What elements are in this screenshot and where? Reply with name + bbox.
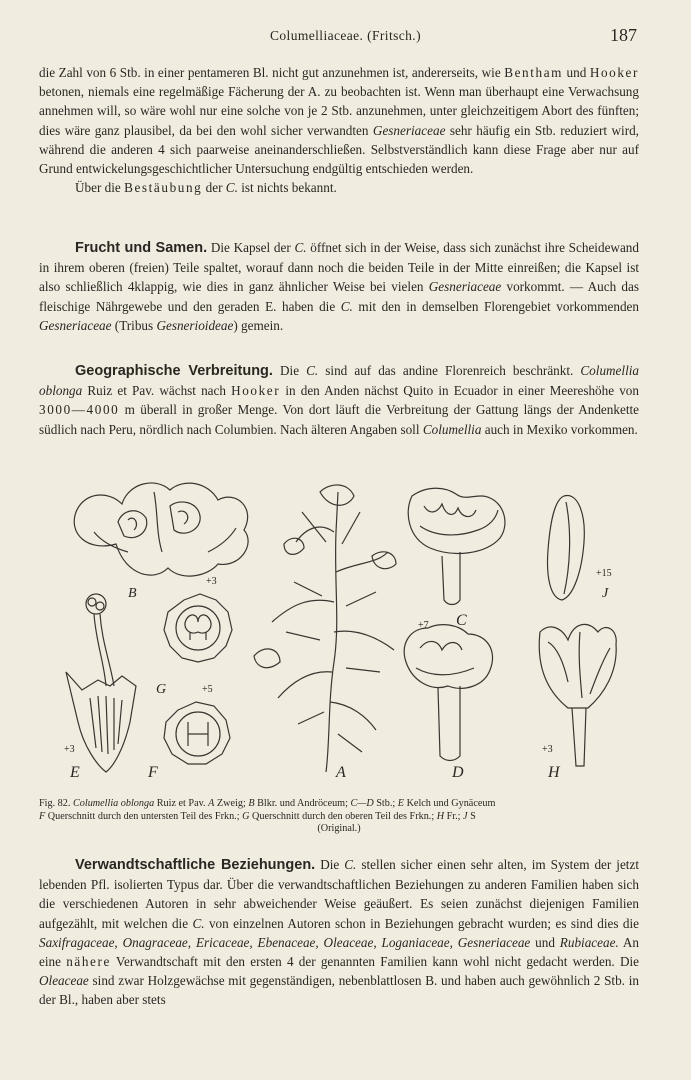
author-name: Bentham [504, 65, 564, 80]
caption-text: Fr.; [444, 810, 464, 822]
figure-number: Fig. 82. [39, 798, 71, 809]
geo-paragraph [39, 361, 639, 439]
caption-text: Ruiz et Pav. [154, 798, 209, 809]
taxon-abbrev: C. [192, 915, 205, 931]
fruit-paragraph [39, 238, 639, 335]
caption-line [39, 823, 639, 836]
caption-key: A [208, 798, 215, 809]
figure-part-j [548, 496, 585, 600]
caption-line [39, 798, 639, 811]
text-run: ist nichts bekannt. [237, 180, 337, 196]
text-run: vorkommt. — Auch das fleischige Nährgewebe und den geraden E. haben die [39, 279, 639, 314]
altitude-value: 3000—4000 [39, 402, 120, 418]
text-run: Über die [75, 180, 125, 196]
text-run: stellen sicher einen sehr alten, im System der jetzt lebenden Pfl. isolierten Typus dar. Über die verwandtschaftlichen Beziehungen zu anderen Familien haben sich die verschiedenen Autoren in sehr abweichender Weise geäußert. Es seien zunächst diejenigen Familien aufgezählt, mit welchen die [39, 857, 639, 931]
mag-e: +3 [64, 744, 75, 755]
text-run: und [530, 934, 560, 950]
text-run: sind zwar Holzgewächse mit gegenständigen, nebenblattlosen B. und haben auch gewöhnlich 2 Stb. in der Bl., haben aber stets [39, 973, 639, 1008]
label-b: B [128, 586, 137, 601]
taxon-abbrev: C. [225, 180, 238, 196]
text-run: auch in Mexiko vorkommen. [481, 421, 638, 437]
caption-key: H [436, 810, 445, 822]
spaced-term: Bestäubung [124, 180, 203, 196]
figure-part-e [66, 594, 136, 772]
running-title: Columelliaceae. (Fritsch.) [270, 28, 421, 43]
text-run: Die [315, 857, 345, 872]
text-run: öffnet sich in der Weise, dass sich zunächst ihre Scheidewand in ihrem oberen (freien) Teile spaltet, worauf dann noch die beiden Teile in der Mitte einreißen; die Kapsel ist also schließlich 4klappig, wie dies in ganz ähnlicher Weise bei vielen [39, 240, 639, 295]
caption-text: Stb.; [373, 798, 398, 809]
text-run: betonen, niemals eine regelmäßige Fächerung der A. zu beobachten ist. Wenn man überhaupt eine Verwachsung annehmen will, so wäre wohl nur eine solche von je 2 Stb. anzunehmen, unter gleichzeitigem Abort des fünften; dies wäre ganz plausibel, da bei den wohl sicher verwandten [39, 84, 639, 138]
species-name: Columellia oblonga [39, 363, 640, 399]
caption-line [39, 811, 639, 824]
label-h: H [548, 764, 560, 781]
author-name: Hooker [231, 383, 281, 399]
text-run: und [563, 65, 590, 80]
mag-h: +3 [542, 744, 553, 755]
text-run: sind auf das andine Florenreich beschränkt. [318, 363, 581, 378]
section-heading: Frucht und Samen. [75, 240, 208, 256]
caption-text: Blkr. und Andröceum; [254, 798, 351, 809]
mag-j: +15 [596, 568, 612, 579]
figure-part-c [408, 488, 505, 604]
caption-key: C—D [350, 798, 374, 809]
taxon-abbrev: C. [340, 298, 353, 314]
fruit-section [39, 238, 639, 335]
text-run: Ruiz et Pav. wächst nach [82, 383, 232, 399]
text-run: Die Kapsel der [207, 240, 295, 255]
page-header [0, 25, 691, 48]
species-name: Columellia oblonga [72, 798, 155, 809]
section-heading: Geographische Verbreitung. [75, 363, 273, 379]
caption-text: S [467, 810, 476, 822]
botanical-figure [58, 472, 648, 792]
caption-text: (Original.) [317, 823, 361, 834]
figure-part-d [404, 625, 492, 761]
taxon-name: Oleaceae [39, 973, 89, 989]
text-run: von einzelnen Autoren schon in Beziehungen gebracht wurden; es sind dies die [204, 915, 640, 931]
relations-section [39, 855, 639, 1010]
relations-paragraph [39, 855, 639, 1010]
taxon-name: Gesnerioideae [156, 317, 234, 333]
text-run: ) gemein. [233, 317, 284, 333]
caption-key: E [397, 798, 405, 809]
figure-part-f [164, 702, 230, 764]
page-number: 187 [610, 25, 637, 45]
mag-b: +3 [206, 576, 217, 587]
caption-text: Querschnitt durch den oberen Teil des Frkn.; [249, 810, 437, 822]
taxon-name: Gesneriaceae [372, 122, 446, 138]
text-run: die Zahl von 6 Stb. in einer pentameren Bl. nicht gut anzunehmen ist, andererseits, wie [39, 65, 505, 80]
label-d: D [452, 764, 464, 781]
caption-key: F [39, 810, 46, 822]
text-run: in den Anden nächst Quito in Ecuador in einer Meereshöhe von [280, 383, 639, 399]
label-j: J [602, 586, 609, 601]
genus-name: Columellia [422, 421, 482, 437]
caption-key: B [248, 798, 255, 809]
label-f: F [148, 764, 158, 781]
text-run: sehr häufig ein Stb. reduziert wird, während die anderen 4 sich paarweise aneinanderschließen. Selbstverständlich kann diese Frage aber nur auf Grund entwickelungsgeschichtlicher Untersuchung endgültig entschieden werden. [39, 122, 639, 177]
section-heading: Verwandtschaftliche Beziehungen. [75, 857, 316, 873]
label-e: E [70, 764, 80, 781]
label-c: C [456, 612, 467, 629]
author-name: Hooker [589, 65, 639, 80]
caption-key: G [242, 810, 250, 822]
text-run: mit den in demselben Florengebiet vorkommenden [352, 298, 640, 314]
taxon-abbrev: C. [344, 857, 357, 872]
text-run: Verwandtschaft mit den ersten 4 der genannten Familien kann wohl nicht gedacht werden. Die [110, 954, 639, 970]
mag-g: +5 [202, 684, 213, 695]
family-list: Saxifragaceae, Onagraceae, Ericaceae, Ebenaceae, Oleaceae, Loganiaceae, Gesneriaceae [39, 934, 531, 950]
text-run: (Tribus [111, 317, 157, 333]
figure-part-g [164, 594, 232, 662]
caption-key: J [463, 810, 468, 822]
figure-part-a [254, 485, 396, 772]
taxon-abbrev: C. [294, 240, 307, 255]
figure-caption [39, 798, 639, 836]
text-run: m überall in großer Menge. Von dort läuft die Verbreitung der Gattung längs der Andenkette südlich nach Peru, nördlich nach Columbien. Nach älteren Angaben soll [39, 402, 639, 437]
taxon-name: Gesneriaceae [428, 279, 502, 295]
pollination-paragraph [39, 178, 639, 197]
caption-text: Querschnitt durch den untersten Teil des Frkn.; [45, 810, 243, 822]
figure-part-b [74, 483, 248, 576]
label-g: G [156, 682, 167, 697]
geo-section [39, 361, 639, 439]
text-run: der [202, 180, 226, 196]
mag-c: +7 [418, 620, 429, 631]
taxon-name: Rubiaceae. [559, 934, 619, 950]
taxon-name: Gesneriaceae [39, 317, 112, 333]
intro-paragraph [39, 63, 639, 178]
figure-illustration [58, 472, 648, 792]
caption-text: Zweig; [214, 798, 249, 809]
spaced-term: nähere [66, 954, 111, 970]
caption-text: Kelch und Gynäceum [404, 798, 496, 809]
label-a: A [336, 764, 346, 781]
text-run: Die [272, 363, 307, 378]
intro-section [39, 63, 639, 197]
taxon-abbrev: C. [306, 363, 319, 378]
text-run: An eine [39, 934, 640, 970]
